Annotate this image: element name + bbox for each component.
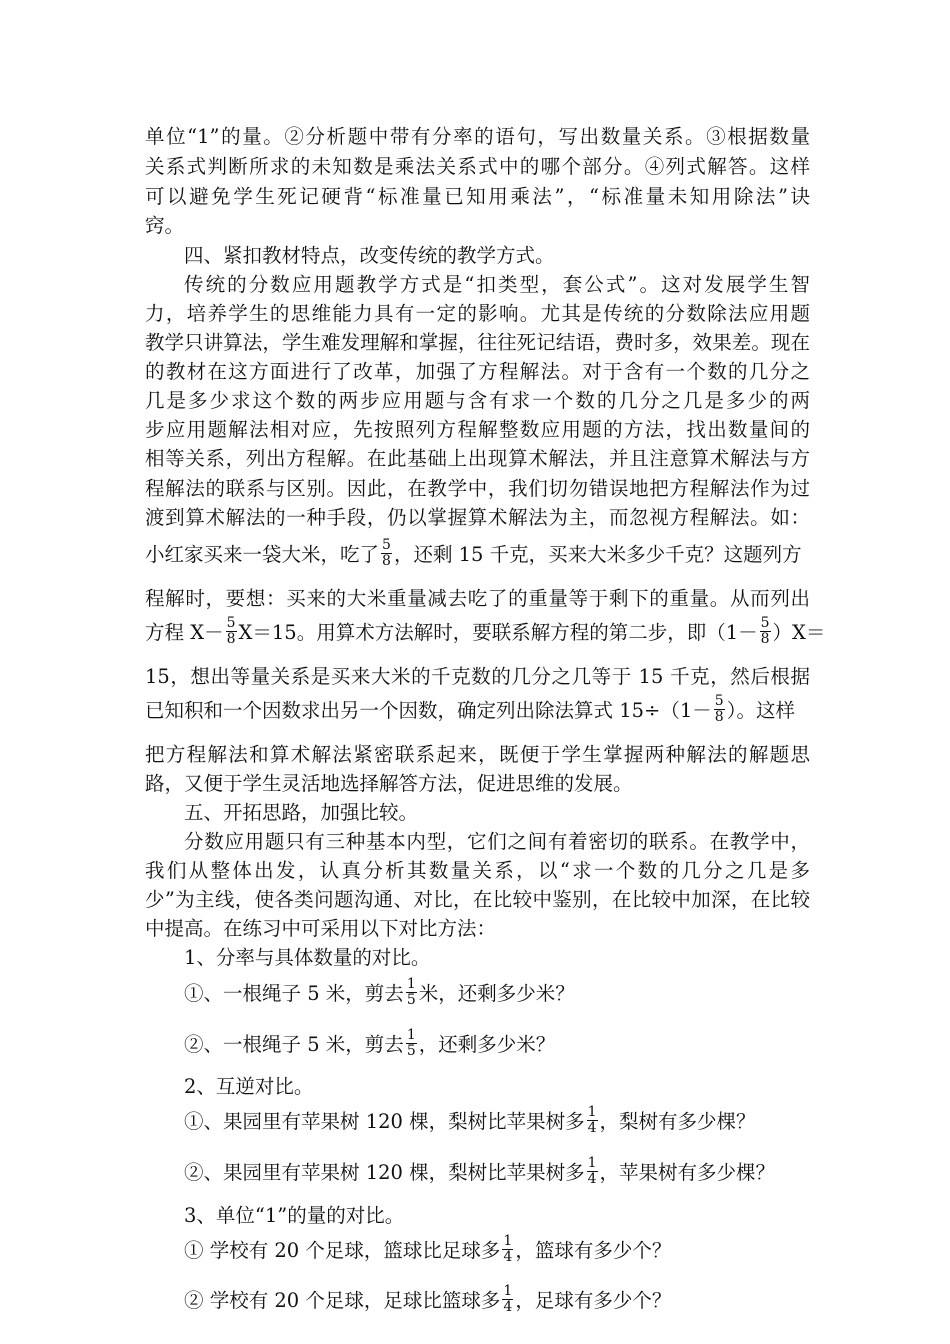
paragraph-line: 分数应用题只有三种基本内型，它们之间有着密切的联系。在教学中， bbox=[184, 830, 810, 853]
example-line: 把方程解法和算术解法紧密联系起来，既便于学生掌握两种解法的解题思 bbox=[145, 743, 810, 766]
text-run: ，还剩 15 千克，买来大米多少千克？这题列方 bbox=[393, 543, 802, 566]
paragraph-line: 少”为主线，使各类问题沟通、对比，在比较中鉴别，在比较中加深，在比较 bbox=[145, 888, 810, 911]
fraction-numerator: 1 bbox=[587, 1104, 597, 1120]
exercise-item bbox=[184, 1023, 810, 1067]
paragraph-line: 渡到算术解法的一种手段，仍以掌握算术解法为主，而忽视方程解法。如： bbox=[145, 506, 810, 529]
text-run: 米，还剩多少米？ bbox=[418, 982, 575, 1005]
text-run: 方程 X－ bbox=[145, 621, 224, 644]
paragraph-line: 我们从整体出发，认真分析其数量关系，以“求一个数的几分之几是多 bbox=[145, 859, 810, 882]
fraction-numerator: 1 bbox=[406, 1027, 416, 1043]
fraction bbox=[502, 1284, 513, 1315]
text-run: ，篮球有多少个？ bbox=[515, 1239, 672, 1262]
fraction-numerator: 1 bbox=[503, 1233, 513, 1249]
paragraph-line: 相等关系，列出方程解。在此基础上出现算术解法，并且注意算术解法与方 bbox=[145, 447, 810, 470]
fraction bbox=[502, 1234, 513, 1265]
text-run: 已知积和一个因数求出另一个因数，确定列出除法算式 15÷（1－ bbox=[145, 699, 712, 722]
text-run: ，还剩多少米？ bbox=[418, 1033, 556, 1056]
fraction-denominator: 4 bbox=[503, 1249, 513, 1265]
fraction bbox=[587, 1156, 598, 1187]
exercise-item bbox=[184, 1279, 810, 1323]
paragraph-line: 传统的分数应用题教学方式是“扣类型，套公式”。这对发展学生智 bbox=[184, 273, 810, 296]
fraction bbox=[381, 538, 392, 569]
comparison-heading: 1、分率与具体数量的对比。 bbox=[184, 946, 431, 969]
fraction-numerator: 5 bbox=[382, 537, 391, 553]
text-run: ①、一根绳子 5 米，剪去 bbox=[184, 982, 404, 1005]
exercise-item bbox=[184, 1100, 810, 1144]
fraction-numerator: 1 bbox=[503, 1283, 513, 1299]
paragraph-line: 几是多少求这个数的两步应用题与含有求一个数的几分之几是多少的两 bbox=[145, 389, 810, 412]
text-run: ②、一根绳子 5 米，剪去 bbox=[184, 1033, 404, 1056]
comparison-heading: 2、互逆对比。 bbox=[184, 1075, 314, 1098]
example-line: 路，又便于学生灵活地选择解答方法，促进思维的发展。 bbox=[145, 772, 633, 795]
fraction bbox=[406, 977, 417, 1008]
comparison-heading: 3、单位“1”的量的对比。 bbox=[184, 1204, 405, 1227]
text-run: ）X＝ bbox=[772, 621, 826, 644]
text-run: ，梨树有多少棵？ bbox=[599, 1110, 756, 1133]
fraction-numerator: 5 bbox=[714, 693, 724, 709]
fraction-denominator: 8 bbox=[760, 631, 770, 647]
paragraph-line: 关系式判断所求的未知数是乘法关系式中的哪个部分。④列式解答。这样 bbox=[145, 155, 810, 178]
fraction bbox=[406, 1028, 417, 1059]
example-line: 15，想出等量关系是买来大米的千克数的几分之几等于 15 千克，然后根据 bbox=[145, 665, 810, 688]
fraction-denominator: 8 bbox=[714, 709, 724, 725]
fraction-numerator: 1 bbox=[587, 1155, 597, 1171]
paragraph-line: 的教材在这方面进行了改革，加强了方程解法。对于含有一个数的几分之 bbox=[145, 360, 810, 383]
fraction-numerator: 5 bbox=[760, 615, 770, 631]
paragraph-line: 教学只讲算法，学生难发理解和掌握，往往死记结语，费时多，效果差。现在 bbox=[145, 331, 810, 354]
paragraph-line: 步应用题解法相对应，先按照列方程解整数应用题的方法，找出数量间的 bbox=[145, 418, 810, 441]
fraction bbox=[714, 694, 725, 725]
exercise-item bbox=[184, 1229, 810, 1273]
fraction-denominator: 4 bbox=[587, 1171, 597, 1187]
text-run: 小红家买来一袋大米，吃了 bbox=[145, 543, 380, 566]
text-run: ，苹果树有多少棵？ bbox=[599, 1161, 776, 1184]
exercise-item bbox=[184, 972, 810, 1016]
example-line bbox=[145, 611, 826, 655]
paragraph-line: 窍。 bbox=[145, 214, 185, 237]
text-run: ② 学校有 20 个足球，足球比篮球多 bbox=[184, 1289, 501, 1312]
fraction-denominator: 5 bbox=[406, 1043, 416, 1059]
fraction-denominator: 5 bbox=[406, 992, 416, 1008]
fraction-denominator: 8 bbox=[226, 631, 236, 647]
paragraph-line: 力，培养学生的思维能力具有一定的影响。尤其是传统的分数除法应用题 bbox=[145, 302, 810, 325]
fraction-denominator: 4 bbox=[587, 1120, 597, 1136]
section-heading-5: 五、开拓思路，加强比较。 bbox=[184, 801, 419, 824]
text-run: ①、果园里有苹果树 120 棵，梨树比苹果树多 bbox=[184, 1110, 585, 1133]
example-line: 程解时，要想：买来的大米重量减去吃了的重量等于剩下的重量。从而列出 bbox=[145, 587, 810, 610]
example-line bbox=[145, 533, 810, 577]
fraction bbox=[760, 616, 771, 647]
fraction-denominator: 4 bbox=[503, 1299, 513, 1315]
paragraph-line: 单位“1”的量。②分析题中带有分率的语句，写出数量关系。③根据数量 bbox=[145, 125, 810, 148]
section-heading-4: 四、紧扣教材特点，改变传统的教学方式。 bbox=[184, 244, 555, 267]
example-line bbox=[145, 689, 810, 733]
fraction bbox=[226, 616, 237, 647]
text-run: ，足球有多少个？ bbox=[515, 1289, 672, 1312]
fraction-numerator: 5 bbox=[226, 615, 236, 631]
text-run: ① 学校有 20 个足球，篮球比足球多 bbox=[184, 1239, 501, 1262]
exercise-item bbox=[184, 1151, 810, 1195]
fraction bbox=[587, 1105, 598, 1136]
text-run: X＝15。用算术方法解时，要联系解方程的第二步，即（1－ bbox=[238, 621, 758, 644]
paragraph-line: 可以避免学生死记硬背“标准量已知用乘法”，“标准量未知用除法”诀 bbox=[145, 185, 810, 208]
fraction-denominator: 8 bbox=[382, 553, 391, 569]
fraction-numerator: 1 bbox=[406, 976, 416, 992]
paragraph-line: 程解法的联系与区别。因此，在教学中，我们切勿错误地把方程解法作为过 bbox=[145, 477, 810, 500]
paragraph-line: 中提高。在练习中可采用以下对比方法： bbox=[145, 917, 497, 940]
text-run: ②、果园里有苹果树 120 棵，梨树比苹果树多 bbox=[184, 1161, 585, 1184]
text-run: ）。这样 bbox=[726, 699, 795, 722]
